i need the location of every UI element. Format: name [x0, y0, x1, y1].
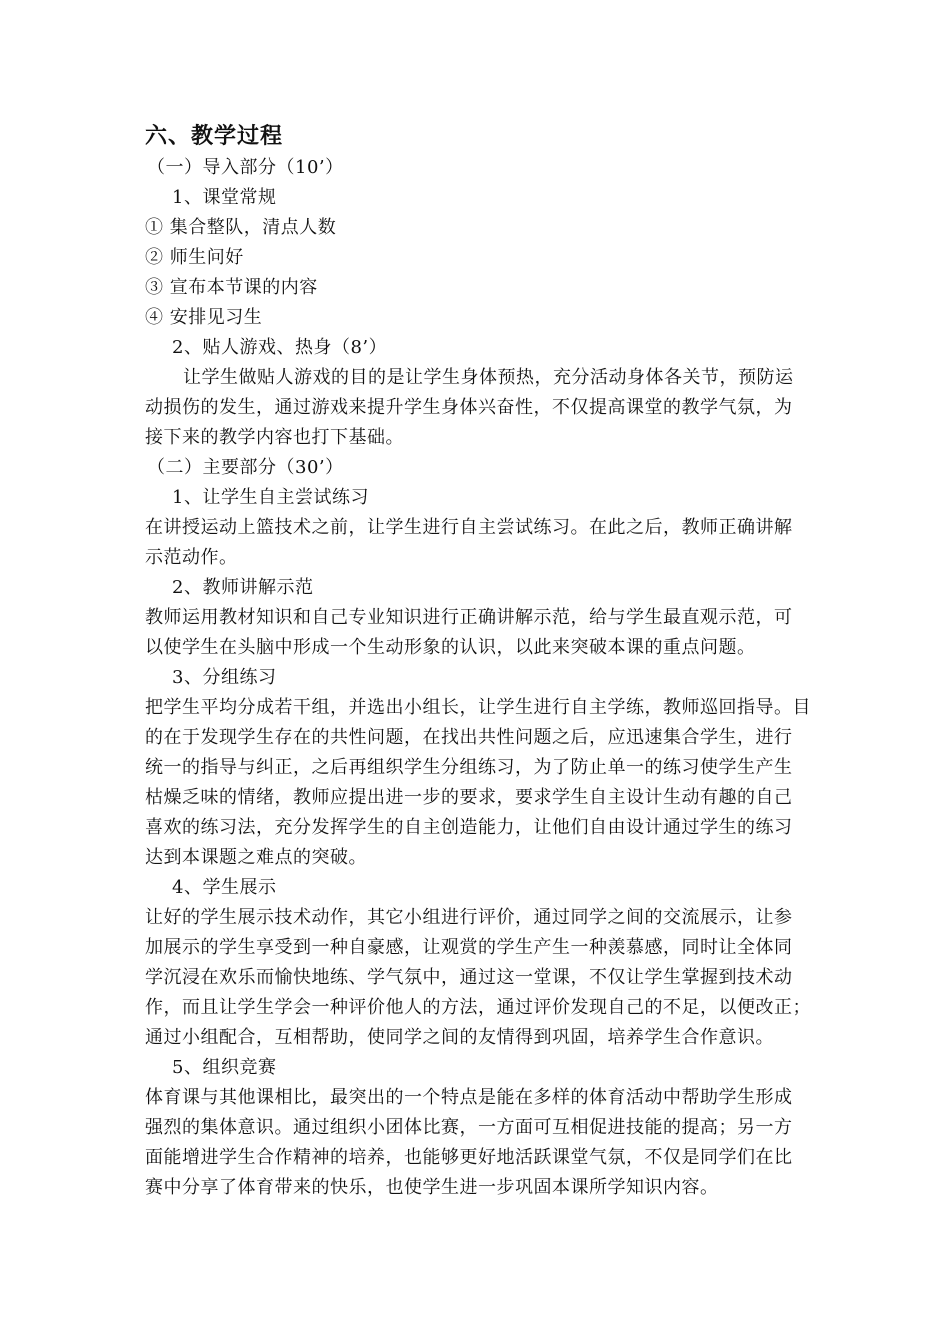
paragraph-line: 让学生做贴人游戏的目的是让学生身体预热，充分活动身体各关节，预防运	[183, 367, 794, 388]
paragraph-line: 赛中分享了体育带来的快乐，也使学生进一步巩固本课所学知识内容。	[145, 1177, 719, 1198]
list-item: ① 集合整队，清点人数	[145, 217, 337, 238]
paragraph-line: 学沉浸在欢乐而愉快地练、学气氛中，通过这一堂课，不仅让学生掌握到技术动	[145, 967, 793, 988]
item-heading: 1、课堂常规	[172, 187, 277, 208]
paragraph-line: 接下来的教学内容也打下基础。	[145, 427, 404, 448]
paragraph-line: 强烈的集体意识。通过组织小团体比赛，一方面可互相促进技能的提高；另一方	[145, 1117, 793, 1138]
paragraph-line: 统一的指导与纠正，之后再组织学生分组练习，为了防止单一的练习使学生产生	[145, 757, 793, 778]
paragraph-line: 让好的学生展示技术动作，其它小组进行评价，通过同学之间的交流展示，让参	[145, 907, 793, 928]
item-heading: 2、教师讲解示范	[172, 577, 314, 598]
list-item: ④ 安排见习生	[145, 307, 263, 328]
paragraph-line: 达到本课题之难点的突破。	[145, 847, 367, 868]
paragraph-line: 在讲授运动上篮技术之前，让学生进行自主尝试练习。在此之后，教师正确讲解	[145, 517, 793, 538]
paragraph-line: 喜欢的练习法，充分发挥学生的自主创造能力，让他们自由设计通过学生的练习	[145, 817, 793, 838]
paragraph-line: 动损伤的发生，通过游戏来提升学生身体兴奋性，不仅提高课堂的教学气氛，为	[145, 397, 793, 418]
paragraph-line: 通过小组配合，互相帮助，使同学之间的友情得到巩固，培养学生合作意识。	[145, 1027, 774, 1048]
paragraph-line: 作，而且让学生学会一种评价他人的方法，通过评价发现自己的不足，以便改正；	[145, 997, 811, 1018]
paragraph-line: 示范动作。	[145, 547, 238, 568]
item-heading: 4、学生展示	[172, 877, 277, 898]
section-title: 六、教学过程	[145, 124, 284, 149]
subsection-heading: （二）主要部分（30’）	[147, 457, 344, 478]
subsection-heading: （一）导入部分（10’）	[147, 157, 344, 178]
paragraph-line: 把学生平均分成若干组，并选出小组长，让学生进行自主学练，教师巡回指导。目	[145, 697, 811, 718]
paragraph-line: 以使学生在头脑中形成一个生动形象的认识，以此来突破本课的重点问题。	[145, 637, 756, 658]
list-item: ③ 宣布本节课的内容	[145, 277, 318, 298]
item-heading: 2、贴人游戏、热身（8’）	[172, 337, 388, 358]
paragraph-line: 加展示的学生享受到一种自豪感，让观赏的学生产生一种羡慕感，同时让全体同	[145, 937, 793, 958]
item-heading: 1、让学生自主尝试练习	[172, 487, 369, 508]
paragraph-line: 的在于发现学生存在的共性问题，在找出共性问题之后，应迅速集合学生，进行	[145, 727, 793, 748]
paragraph-line: 面能增进学生合作精神的培养，也能够更好地活跃课堂气氛，不仅是同学们在比	[145, 1147, 793, 1168]
list-item: ② 师生问好	[145, 247, 244, 268]
paragraph-line: 体育课与其他课相比，最突出的一个特点是能在多样的体育活动中帮助学生形成	[145, 1087, 793, 1108]
paragraph-line: 枯燥乏味的情绪，教师应提出进一步的要求，要求学生自主设计生动有趣的自己	[145, 787, 793, 808]
paragraph-line: 教师运用教材知识和自己专业知识进行正确讲解示范，给与学生最直观示范，可	[145, 607, 793, 628]
item-heading: 5、组织竞赛	[172, 1057, 277, 1078]
item-heading: 3、分组练习	[172, 667, 277, 688]
